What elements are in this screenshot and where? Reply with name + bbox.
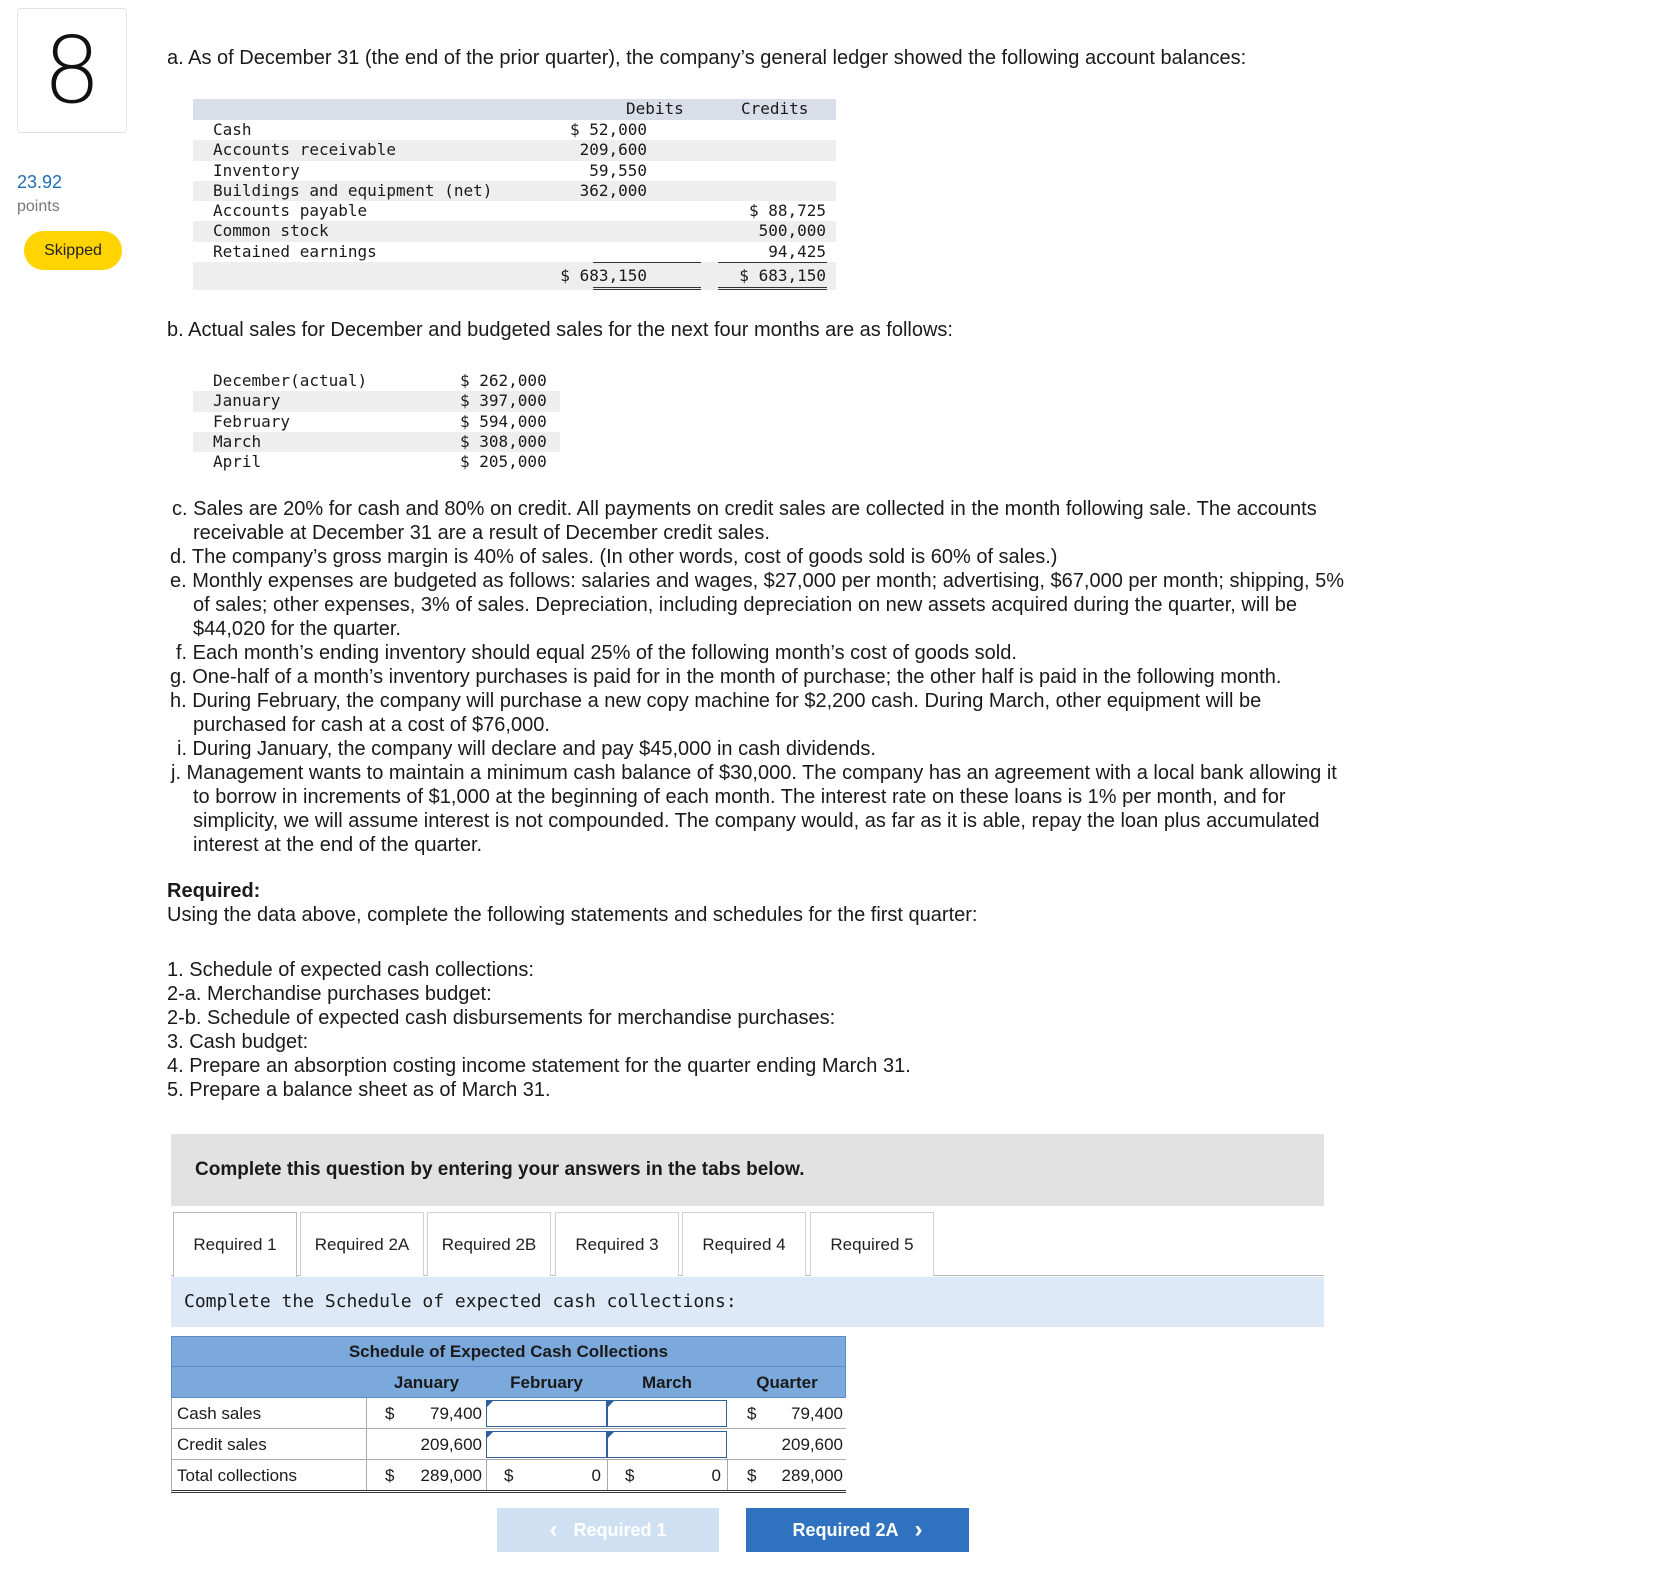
intro-b: b. Actual sales for December and budgeted sales for the next four months are as follows:	[167, 319, 953, 341]
assumption-e-line1: e. Monthly expenses are budgeted as follows: salaries and wages, $27,000 per month; advertising, $67,000 per month; shipping, 5%	[170, 570, 1345, 592]
tab-required-2b[interactable]: Required 2B	[427, 1212, 551, 1276]
assumption-e-line3: $44,020 for the quarter.	[193, 618, 401, 640]
status-badge: Skipped	[24, 231, 122, 270]
debits-header: Debits	[626, 99, 684, 118]
sales-amount: $ 397,000	[460, 391, 547, 411]
total-quarter: 289,000	[781, 1466, 843, 1485]
sales-month: February	[213, 411, 291, 431]
dollar-sign: $	[504, 1466, 514, 1485]
tab-required-1[interactable]: Required 1	[173, 1212, 297, 1277]
prev-button[interactable]	[497, 1508, 719, 1552]
assumption-h-line2: purchased for cash at a cost of $76,000.	[193, 714, 550, 736]
sales-row	[193, 371, 560, 391]
assumption-f: f. Each month’s ending inventory should equal 25% of the following month’s cost of goods sold.	[176, 642, 1017, 664]
total-march: 0	[711, 1466, 721, 1485]
cash-sales-february-input[interactable]	[486, 1400, 607, 1427]
required-text: Using the data above, complete the following statements and schedules for the first quarter:	[167, 904, 978, 926]
ledger-row	[193, 120, 836, 140]
next-button-label: Required 2A	[792, 1519, 899, 1540]
ledger-row	[193, 201, 836, 221]
intro-a: a. As of December 31 (the end of the prior quarter), the company’s general ledger showed the following account balances:	[167, 47, 1247, 69]
tab-required-4[interactable]: Required 4	[682, 1212, 806, 1276]
sales-month: March	[213, 431, 262, 451]
sales-row	[193, 391, 560, 411]
schedule-title: Schedule of Expected Cash Collections	[171, 1336, 846, 1367]
required-section	[167, 879, 977, 927]
cash-sales-quarter: 79,400	[791, 1404, 843, 1423]
cash-sales-january: 79,400	[430, 1404, 482, 1423]
question-number: 8	[17, 8, 127, 133]
ledger-row	[193, 161, 836, 181]
assumption-h-line1: h. During February, the company will purchase a new copy machine for $2,200 cash. During March, other equipment will be	[170, 690, 1262, 712]
sales-amount: $ 594,000	[460, 411, 547, 431]
dollar-sign: $	[385, 1404, 395, 1423]
credit-value: 94,425	[768, 241, 826, 261]
table-row	[171, 1398, 846, 1429]
sales-amount: $ 308,000	[460, 431, 547, 451]
credit-sales-march-input[interactable]	[607, 1431, 727, 1458]
account-name: Accounts payable	[213, 201, 368, 221]
total-january: 289,000	[420, 1466, 482, 1485]
dollar-sign: $	[747, 1466, 757, 1485]
assumption-e-line2: of sales; other expenses, 3% of sales. Depreciation, including depreciation on new assets acquired during the quarter, will be	[193, 594, 1297, 616]
debit-value: 59,550	[589, 160, 647, 180]
points-value: 23.92	[17, 172, 63, 192]
credit-value: $ 88,725	[748, 201, 826, 221]
chevron-left-icon: ‹	[549, 1516, 558, 1543]
sales-month: December(actual)	[213, 371, 368, 390]
next-button[interactable]	[746, 1508, 969, 1552]
task-item: 4. Prepare an absorption costing income statement for the quarter ending March 31.	[167, 1055, 911, 1077]
assumption-j-line3: simplicity, we will assume interest is not compounded. The company would, as far as it is able, repay the loan plus accumulated	[193, 810, 1320, 832]
sales-amount: $ 262,000	[460, 371, 547, 390]
dollar-sign: $	[747, 1404, 757, 1423]
credit-value: 500,000	[758, 221, 826, 241]
assumption-c-line1: c. Sales are 20% for cash and 80% on credit. All payments on credit sales are collected in the month following sale. The accounts	[172, 498, 1317, 520]
sales-month: April	[213, 452, 262, 472]
ledger-header	[193, 99, 836, 120]
assumption-i: i. During January, the company will declare and pay $45,000 in cash dividends.	[177, 738, 876, 760]
table-row	[171, 1429, 846, 1460]
debit-value: 209,600	[579, 140, 647, 160]
assumption-j-line1: j. Management wants to maintain a minimum cash balance of $30,000. The company has an agreement with a local bank allowing it	[171, 762, 1337, 784]
task-item: 1. Schedule of expected cash collections:	[167, 959, 534, 981]
assumption-g: g. One-half of a month’s inventory purchases is paid for in the month of purchase; the other half is paid in the following month.	[170, 666, 1282, 688]
task-item: 3. Cash budget:	[167, 1031, 309, 1053]
tab-bar	[171, 1212, 1324, 1276]
tab-required-5[interactable]: Required 5	[810, 1212, 934, 1276]
required-heading: Required:	[167, 880, 261, 902]
cash-sales-march-input[interactable]	[607, 1400, 727, 1427]
sales-month: January	[213, 391, 281, 411]
sales-row	[193, 412, 560, 432]
col-january: January	[393, 1373, 460, 1392]
total-february: 0	[591, 1466, 601, 1485]
col-quarter: Quarter	[756, 1373, 818, 1392]
task-item: 5. Prepare a balance sheet as of March 31.	[167, 1079, 551, 1101]
credit-sales-february-input[interactable]	[486, 1431, 607, 1458]
dollar-sign: $	[385, 1466, 395, 1485]
assumption-d: d. The company’s gross margin is 40% of sales. (In other words, cost of goods sold is 60% of sales.)	[170, 546, 1058, 568]
credit-sales-january: 209,600	[420, 1435, 482, 1454]
ledger-row	[193, 181, 836, 201]
table-row	[171, 1460, 846, 1493]
account-name: Common stock	[213, 221, 329, 241]
schedule-header-row	[171, 1367, 846, 1398]
account-name: Retained earnings	[213, 241, 377, 261]
schedule-table	[171, 1336, 846, 1493]
tab-required-2a[interactable]: Required 2A	[300, 1212, 424, 1276]
ledger-row	[193, 140, 836, 160]
ledger-table	[193, 99, 836, 290]
dollar-sign: $	[625, 1466, 635, 1485]
total-debits: $ 683,150	[560, 266, 647, 286]
points-label: points	[17, 198, 60, 215]
sales-row	[193, 452, 560, 472]
col-march: March	[641, 1373, 693, 1392]
prev-button-label: Required 1	[573, 1519, 667, 1540]
task-item: 2-a. Merchandise purchases budget:	[167, 983, 492, 1005]
col-february: February	[510, 1373, 583, 1392]
sales-table	[193, 371, 560, 472]
sales-amount: $ 205,000	[460, 452, 547, 472]
debit-value: 362,000	[579, 180, 647, 200]
ledger-total-row	[193, 262, 836, 290]
account-name: Cash	[213, 120, 252, 139]
assumption-j-line2: to borrow in increments of $1,000 at the beginning of each month. The interest rate on these loans is 1% per month, and for	[193, 786, 1286, 808]
chevron-right-icon: ›	[914, 1516, 923, 1543]
assumption-j-line4: interest at the end of the quarter.	[193, 834, 483, 856]
row-label: Cash sales	[177, 1404, 262, 1423]
tab-subheading: Complete the Schedule of expected cash collections:	[171, 1277, 1324, 1327]
tab-required-3[interactable]: Required 3	[555, 1212, 679, 1276]
credit-sales-quarter: 209,600	[781, 1435, 843, 1454]
account-name: Inventory	[213, 160, 300, 180]
assumption-c-line2: receivable at December 31 are a result of December credit sales.	[193, 522, 770, 544]
sales-row	[193, 432, 560, 452]
credits-header: Credits	[741, 99, 809, 118]
debit-value: $ 52,000	[569, 120, 647, 139]
total-credits: $ 683,150	[739, 266, 826, 286]
row-label: Credit sales	[177, 1435, 267, 1454]
ledger-row	[193, 242, 836, 262]
row-label: Total collections	[177, 1466, 298, 1485]
instruction-bar: Complete this question by entering your answers in the tabs below.	[171, 1134, 1324, 1206]
ledger-row	[193, 221, 836, 241]
account-name: Buildings and equipment (net)	[213, 180, 493, 200]
task-item: 2-b. Schedule of expected cash disbursements for merchandise purchases:	[167, 1007, 836, 1029]
account-name: Accounts receivable	[213, 140, 397, 160]
task-list	[167, 958, 911, 1102]
